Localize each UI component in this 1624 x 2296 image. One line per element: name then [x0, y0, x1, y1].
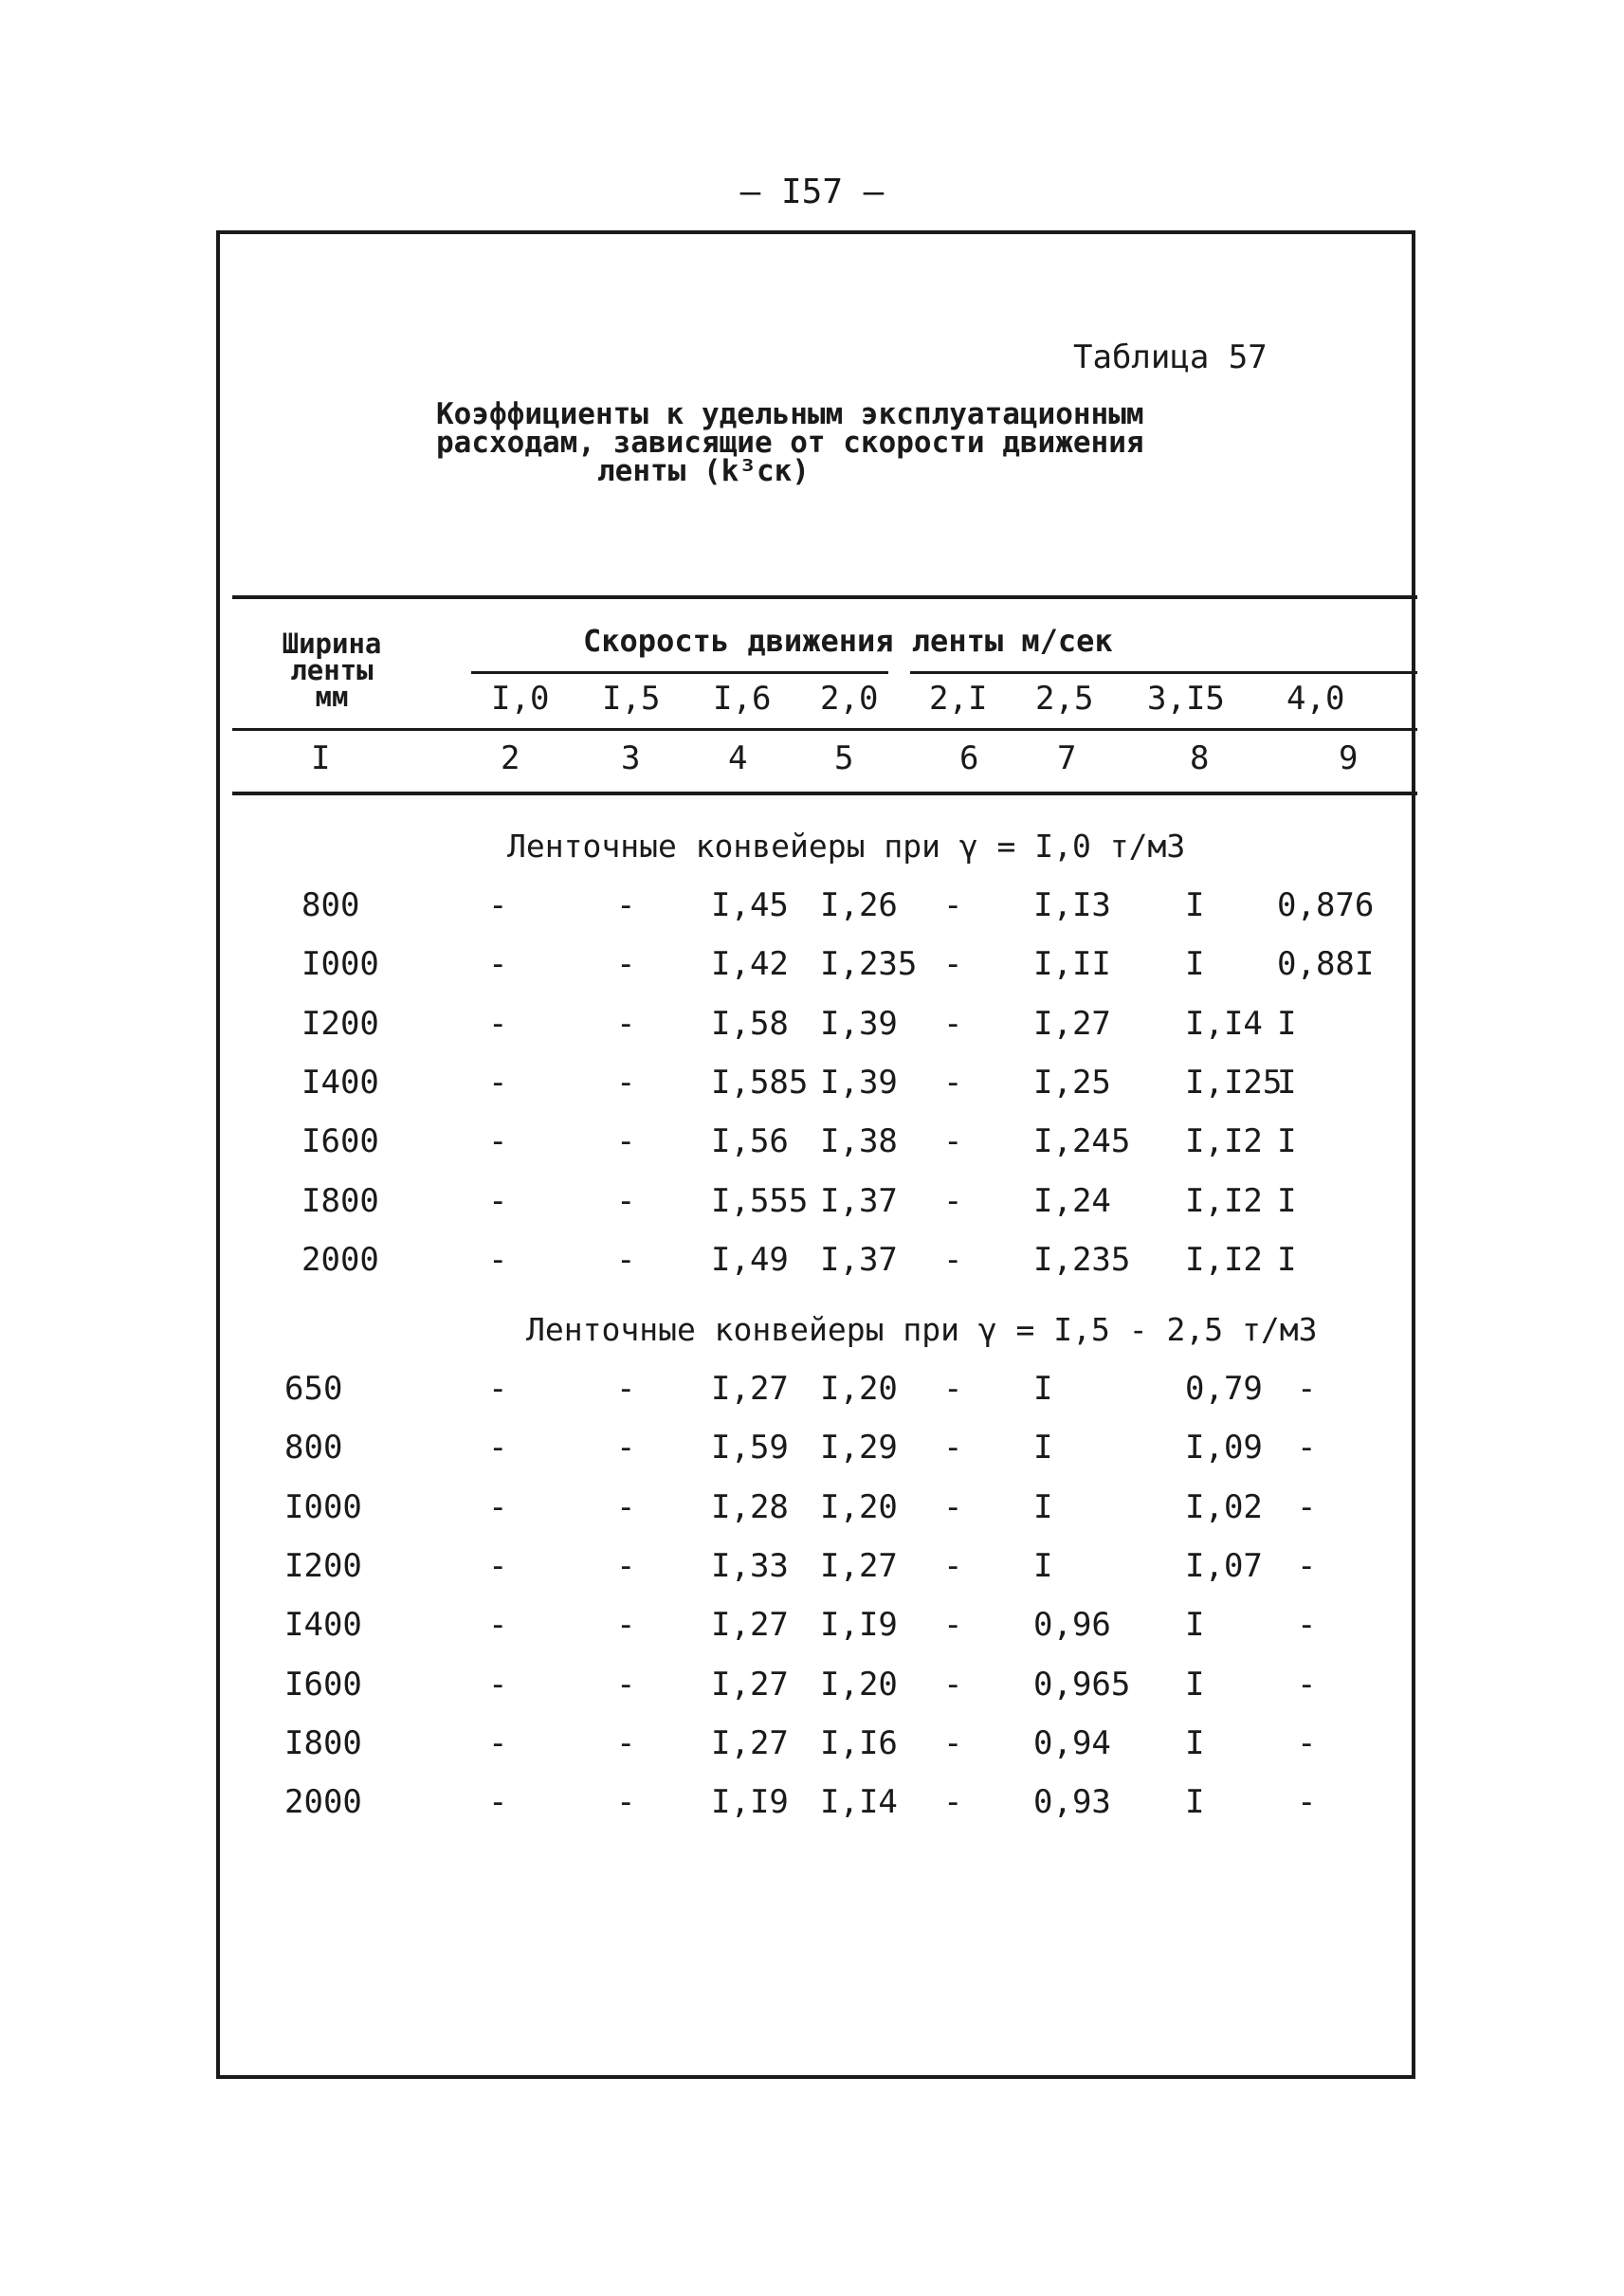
table-caption — [436, 397, 1144, 488]
table-cell: I,20 — [820, 1488, 898, 1526]
speed-title-rule-right — [910, 671, 1417, 674]
table-cell: I,27 — [711, 1370, 789, 1408]
table-cell: I,37 — [820, 1241, 898, 1279]
speed-value: 3,I5 — [1147, 680, 1225, 718]
table-cell: - — [488, 1122, 508, 1160]
row-width-value: I000 — [301, 945, 379, 983]
table-cell: - — [943, 945, 963, 983]
table-cell: I,27 — [820, 1547, 898, 1585]
table-cell: - — [616, 1429, 636, 1467]
row-width-value: 2000 — [284, 1783, 362, 1821]
table-cell: - — [943, 1429, 963, 1467]
table-cell: - — [488, 1606, 508, 1644]
table-cell: - — [488, 1666, 508, 1704]
speed-value: I,5 — [602, 680, 661, 718]
table-cell: - — [943, 1122, 963, 1160]
column-number: 7 — [1057, 739, 1077, 777]
row-width-value: I800 — [284, 1724, 362, 1762]
table-cell: - — [943, 1606, 963, 1644]
table-cell: I — [1277, 1064, 1297, 1102]
table-cell: 0,88I — [1277, 945, 1375, 983]
table-cell: - — [1297, 1783, 1317, 1821]
table-cell: I — [1277, 1241, 1297, 1279]
table-cell: - — [616, 1370, 636, 1408]
table-cell: I,20 — [820, 1666, 898, 1704]
table-cell: I,I9 — [820, 1606, 898, 1644]
table-cell: I,27 — [711, 1666, 789, 1704]
table-cell: I — [1277, 1005, 1297, 1043]
group-title: Ленточные конвейеры при γ = I,5 - 2,5 т/м3 — [526, 1311, 1318, 1348]
column-number: 3 — [621, 739, 641, 777]
table-cell: I — [1185, 1724, 1205, 1762]
table-cell: I,39 — [820, 1005, 898, 1043]
table-top-rule — [232, 595, 1417, 599]
table-cell: - — [488, 1182, 508, 1220]
table-cell: - — [1297, 1370, 1317, 1408]
table-cell: - — [616, 1783, 636, 1821]
row-width-value: I400 — [301, 1064, 379, 1102]
table-cell: - — [943, 886, 963, 924]
speed-value: I,0 — [491, 680, 550, 718]
table-cell: I,I2 — [1185, 1241, 1263, 1279]
column-number: 5 — [834, 739, 854, 777]
speed-value: 2,5 — [1035, 680, 1094, 718]
table-cell: I,I4 — [1185, 1005, 1263, 1043]
table-cell: - — [616, 1005, 636, 1043]
table-cell: - — [943, 1005, 963, 1043]
table-cell: - — [616, 945, 636, 983]
table-cell: I,26 — [820, 886, 898, 924]
table-cell: - — [488, 1429, 508, 1467]
table-cell: I,33 — [711, 1547, 789, 1585]
table-cell: - — [1297, 1724, 1317, 1762]
speed-value: 4,0 — [1286, 680, 1345, 718]
table-cell: - — [488, 1783, 508, 1821]
group-title: Ленточные конвейеры при γ = I,0 т/м3 — [507, 828, 1186, 865]
table-cell: - — [1297, 1488, 1317, 1526]
table-cell: - — [488, 1547, 508, 1585]
table-cell: - — [616, 1666, 636, 1704]
table-cell: I — [1033, 1488, 1053, 1526]
table-cell: I,555 — [711, 1182, 809, 1220]
width-column-header — [256, 628, 408, 713]
table-cell: I,28 — [711, 1488, 789, 1526]
speed-title-rule-left — [471, 671, 888, 674]
table-cell: - — [488, 1064, 508, 1102]
table-cell: I — [1185, 1666, 1205, 1704]
table-cell: I,I6 — [820, 1724, 898, 1762]
table-cell: - — [488, 1005, 508, 1043]
table-cell: I,II — [1033, 945, 1111, 983]
table-cell: I,09 — [1185, 1429, 1263, 1467]
column-number: 6 — [959, 739, 979, 777]
table-cell: I,25 — [1033, 1064, 1111, 1102]
table-cell: - — [616, 1182, 636, 1220]
table-cell: I — [1277, 1182, 1297, 1220]
column-number: 2 — [501, 739, 520, 777]
table-cell: - — [943, 1241, 963, 1279]
column-number: I — [311, 739, 331, 777]
table-cell: 0,94 — [1033, 1724, 1111, 1762]
table-cell: 0,93 — [1033, 1783, 1111, 1821]
table-cell: - — [943, 1783, 963, 1821]
table-cell: - — [616, 1488, 636, 1526]
width-header-line-3: мм — [315, 681, 349, 713]
row-width-value: I000 — [284, 1488, 362, 1526]
table-cell: - — [616, 1547, 636, 1585]
table-cell: I,02 — [1185, 1488, 1263, 1526]
table-cell: I,27 — [711, 1724, 789, 1762]
row-width-value: 800 — [284, 1429, 343, 1467]
table-cell: I,42 — [711, 945, 789, 983]
table-cell: I — [1185, 1783, 1205, 1821]
table-cell: I,245 — [1033, 1122, 1131, 1160]
speed-header-title: Скорость движения ленты м/сек — [583, 623, 1113, 659]
table-cell: I — [1277, 1122, 1297, 1160]
table-cell: - — [1297, 1606, 1317, 1644]
row-width-value: I600 — [301, 1122, 379, 1160]
table-label: Таблица 57 — [1073, 338, 1268, 376]
table-cell: I,I2 — [1185, 1122, 1263, 1160]
table-cell: - — [1297, 1666, 1317, 1704]
table-cell: - — [943, 1370, 963, 1408]
table-cell: - — [616, 1122, 636, 1160]
row-width-value: I200 — [301, 1005, 379, 1043]
table-cell: I,38 — [820, 1122, 898, 1160]
table-cell: I,I9 — [711, 1783, 789, 1821]
page-number: — I57 — — [739, 173, 885, 211]
speed-value: I,6 — [713, 680, 772, 718]
row-width-value: I200 — [284, 1547, 362, 1585]
row-width-value: I600 — [284, 1666, 362, 1704]
table-cell: - — [943, 1182, 963, 1220]
table-cell: - — [488, 1724, 508, 1762]
header-bottom-rule — [232, 728, 1417, 731]
table-cell: I — [1033, 1429, 1053, 1467]
table-cell: I,27 — [1033, 1005, 1111, 1043]
table-cell: - — [943, 1064, 963, 1102]
table-cell: 0,965 — [1033, 1666, 1131, 1704]
colnum-bottom-rule — [232, 792, 1417, 795]
table-cell: I,37 — [820, 1182, 898, 1220]
table-cell: I,I3 — [1033, 886, 1111, 924]
caption-line-3: ленты (k³ск) — [597, 454, 810, 488]
table-cell: - — [943, 1488, 963, 1526]
table-cell: I,07 — [1185, 1547, 1263, 1585]
row-width-value: 2000 — [301, 1241, 379, 1279]
speed-value: 2,0 — [820, 680, 879, 718]
column-number: 9 — [1339, 739, 1359, 777]
width-header-line-2: ленты — [290, 654, 374, 686]
table-cell: - — [616, 1724, 636, 1762]
table-cell: - — [943, 1666, 963, 1704]
table-cell: - — [488, 886, 508, 924]
table-cell: - — [616, 886, 636, 924]
table-cell: I,I2 — [1185, 1182, 1263, 1220]
table-cell: I,20 — [820, 1370, 898, 1408]
table-cell: 0,79 — [1185, 1370, 1263, 1408]
table-cell: - — [488, 1488, 508, 1526]
table-cell: - — [943, 1724, 963, 1762]
row-width-value: I800 — [301, 1182, 379, 1220]
table-cell: I — [1033, 1547, 1053, 1585]
table-cell: 0,96 — [1033, 1606, 1111, 1644]
table-cell: 0,876 — [1277, 886, 1375, 924]
table-cell: I,235 — [1033, 1241, 1131, 1279]
table-cell: I,I4 — [820, 1783, 898, 1821]
table-cell: I,45 — [711, 886, 789, 924]
width-header-line-1: Ширина — [282, 628, 382, 660]
column-number: 4 — [728, 739, 748, 777]
row-width-value: I400 — [284, 1606, 362, 1644]
table-cell: I,49 — [711, 1241, 789, 1279]
table-cell: I — [1185, 1606, 1205, 1644]
table-cell: - — [943, 1547, 963, 1585]
table-cell: - — [488, 1241, 508, 1279]
caption-line-2: расходам, зависящие от скорости движения — [436, 426, 1144, 460]
table-cell: I — [1185, 886, 1205, 924]
table-cell: I,585 — [711, 1064, 809, 1102]
table-cell: I,29 — [820, 1429, 898, 1467]
table-cell: - — [1297, 1429, 1317, 1467]
row-width-value: 650 — [284, 1370, 343, 1408]
table-cell: - — [1297, 1547, 1317, 1585]
column-number: 8 — [1190, 739, 1210, 777]
table-cell: I,59 — [711, 1429, 789, 1467]
table-cell: I,58 — [711, 1005, 789, 1043]
table-cell: I,235 — [820, 945, 918, 983]
table-cell: I,27 — [711, 1606, 789, 1644]
table-cell: I,24 — [1033, 1182, 1111, 1220]
table-cell: - — [488, 1370, 508, 1408]
table-cell: - — [488, 945, 508, 983]
speed-value: 2,I — [929, 680, 988, 718]
table-cell: I — [1185, 945, 1205, 983]
table-cell: I,56 — [711, 1122, 789, 1160]
table-cell: - — [616, 1606, 636, 1644]
caption-line-1: Коэффициенты к удельным эксплуатационным — [436, 397, 1144, 431]
table-cell: - — [616, 1241, 636, 1279]
table-cell: - — [616, 1064, 636, 1102]
table-cell: I — [1033, 1370, 1053, 1408]
table-cell: I,39 — [820, 1064, 898, 1102]
row-width-value: 800 — [301, 886, 360, 924]
table-cell: I,I25 — [1185, 1064, 1283, 1102]
